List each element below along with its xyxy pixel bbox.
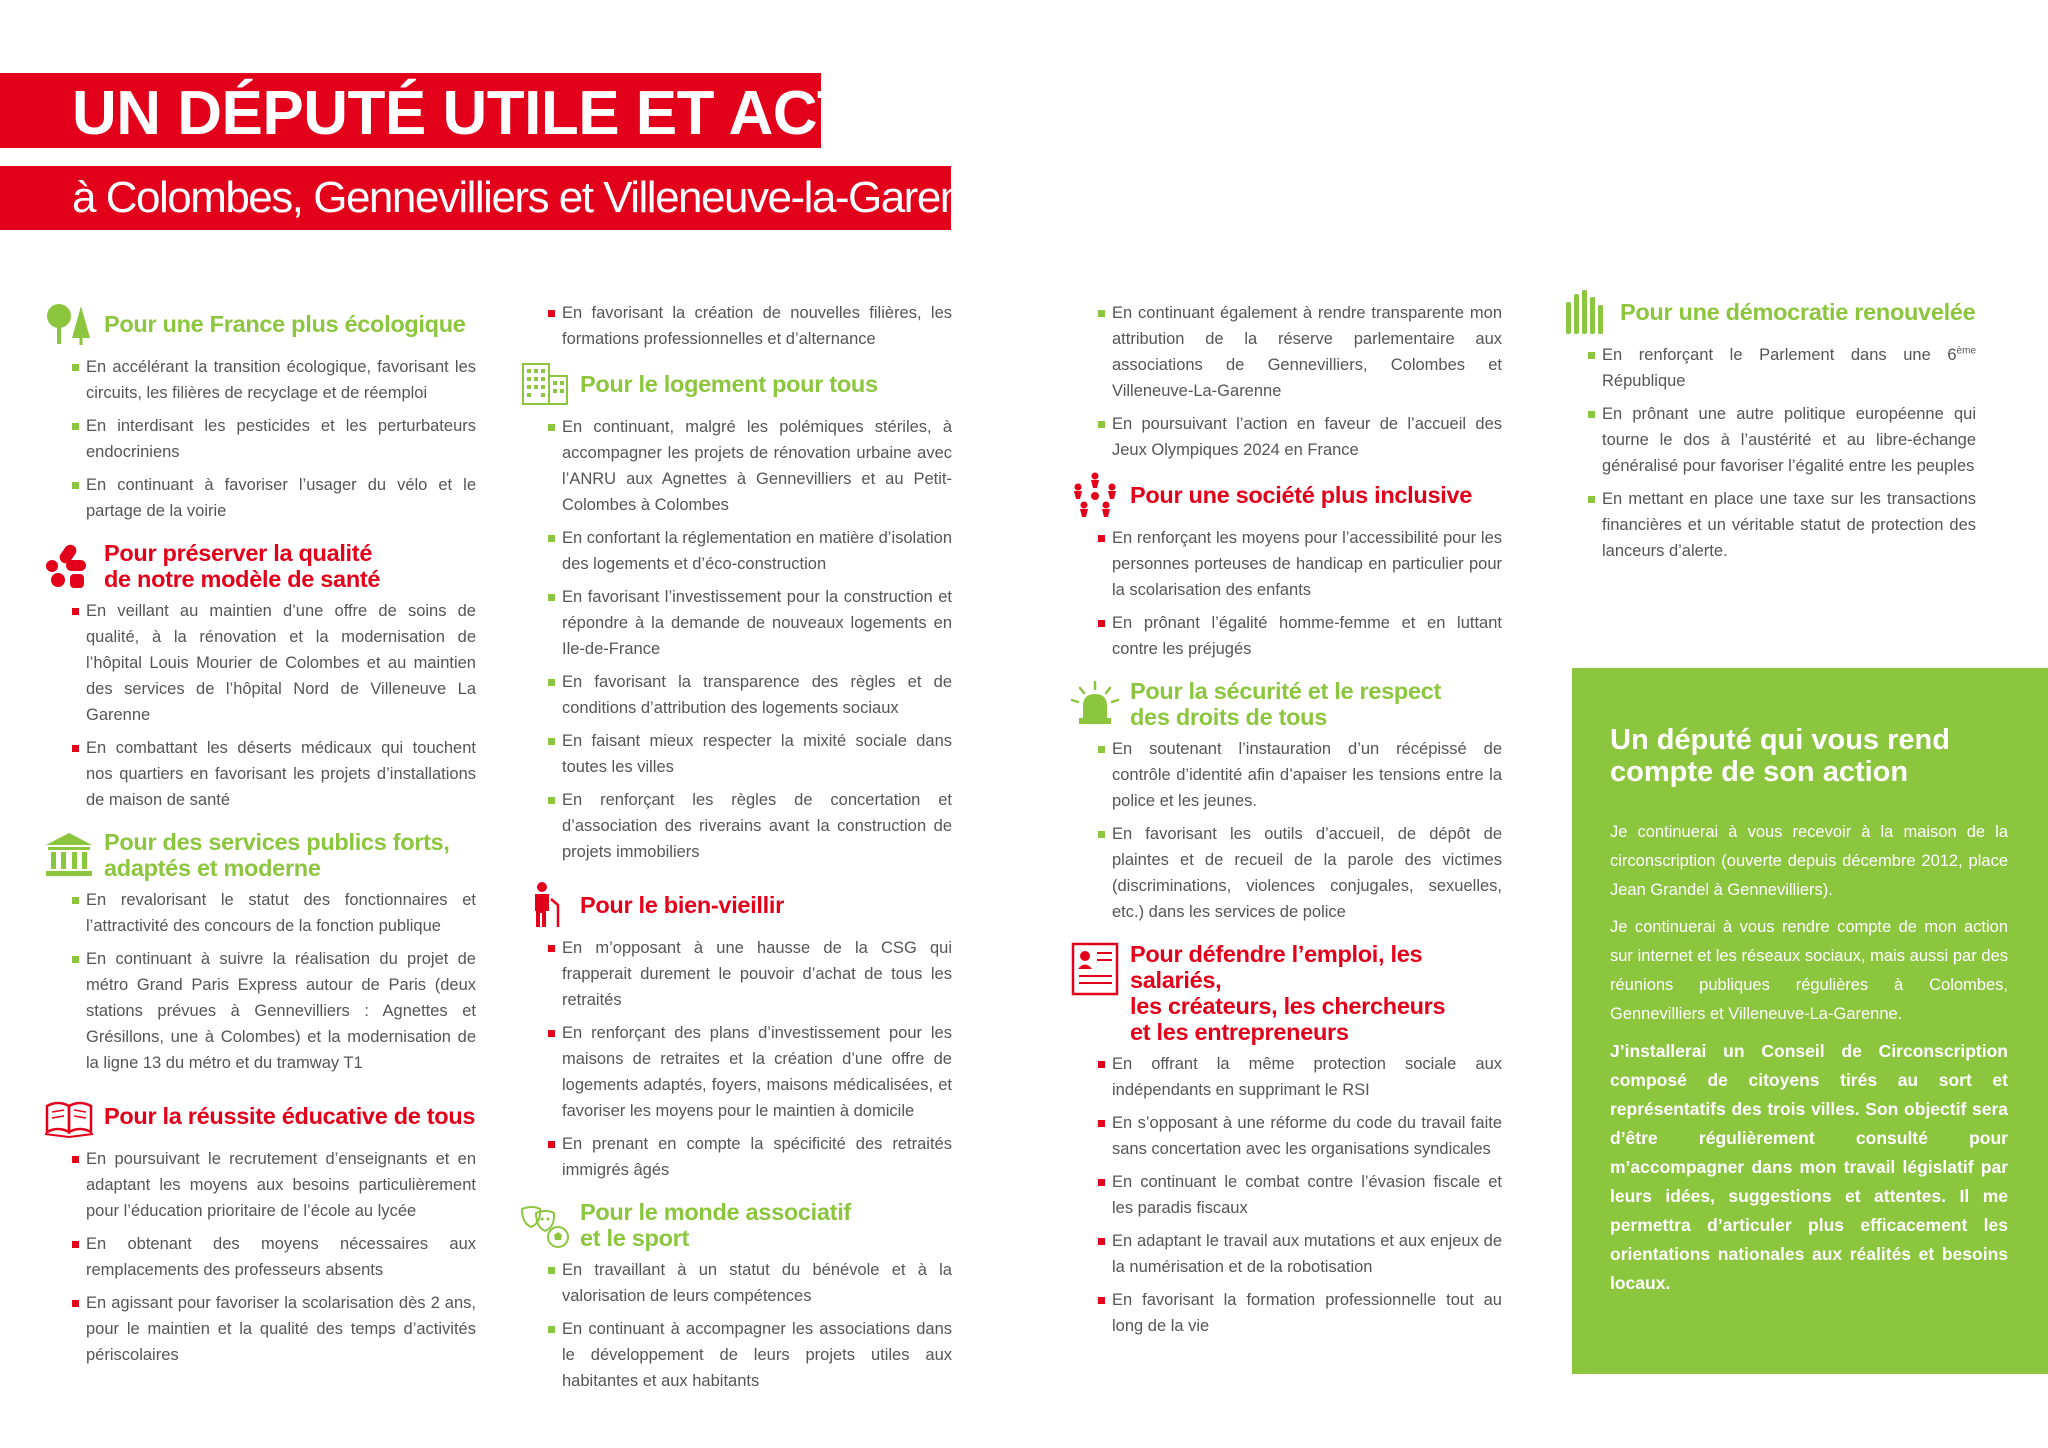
section-title: Pour la réussite éducative de tous	[104, 1103, 476, 1129]
list-item: En continuant le combat contre l’évasion fiscale et les paradis fiscaux	[1070, 1169, 1502, 1221]
bullet-list	[1070, 736, 1502, 925]
box-text	[1610, 818, 2008, 1306]
bullet-list	[520, 300, 952, 352]
section-education	[44, 1092, 476, 1368]
list-item: En favorisant l’investissement pour la construction et répondre à la demande de nouveaux logements en Ile-de-France	[520, 584, 952, 662]
section-title: Pour préserver la qualité de notre modèle de santé	[104, 540, 381, 592]
public-building-icon	[44, 831, 94, 879]
resume-icon	[1070, 941, 1120, 997]
column-3	[1070, 300, 1502, 1346]
section-inclusive	[1070, 471, 1502, 662]
list-item: En agissant pour favoriser la scolarisation dès 2 ans, pour le maintien et la qualité des temps d’activités périscolaires	[44, 1290, 476, 1368]
section-services-publics	[44, 829, 476, 1076]
bullet-list	[44, 354, 476, 524]
list-item: En poursuivant le recrutement d’enseignants et en adaptant les moyens aux besoins particulièrement pour l’éducation prioritaire de l’école au lycée	[44, 1146, 476, 1224]
section-associatif-continued	[1070, 300, 1502, 463]
list-item: En soutenant l’instauration d’un récépissé de contrôle d’identité afin d’apaiser les tensions entre la police et les jeunes.	[1070, 736, 1502, 814]
bullet-list	[44, 1146, 476, 1368]
bullet-list	[44, 598, 476, 813]
section-emploi	[1070, 941, 1502, 1339]
column-1	[44, 300, 476, 1375]
section-title: Pour le monde associatif et le sport	[580, 1199, 851, 1251]
section-ecologie	[44, 300, 476, 524]
section-logement	[520, 360, 952, 865]
list-item: En renforçant les règles de concertation et d’association des riverains avant la construction de projets immobiliers	[520, 787, 952, 865]
list-item: En continuant à favoriser l’usager du vélo et le partage de la voirie	[44, 472, 476, 524]
title-banner	[0, 73, 909, 148]
trees-icon	[44, 300, 94, 348]
list-item	[1560, 342, 1976, 394]
list-item: En prenant en compte la spécificité des retraités immigrés âgés	[520, 1131, 952, 1183]
section-title: Pour la sécurité et le respect des droits de tous	[1130, 678, 1442, 730]
list-item: En prônant une autre politique européenne qui tourne le dos à l’austérité et au libre-échange généralisé pour favoriser l’égalité entre les peuples	[1560, 401, 1976, 479]
list-item: En continuant à suivre la réalisation du projet de métro Grand Paris Express autour de Paris (deux stations prévues à Gennevilliers : Agnettes et Grésillons, une à Colombes) et la modernisation de la ligne 13 du métro et du tramway T1	[44, 946, 476, 1076]
list-item: En combattant les déserts médicaux qui touchent nos quartiers en favorisant les projets d’installations de maison de santé	[44, 735, 476, 813]
list-item: En s’opposant à une réforme du code du travail faite sans concertation avec les organisations syndicales	[1070, 1110, 1502, 1162]
section-democratie	[1560, 288, 1976, 564]
accountability-box	[1572, 668, 2048, 1374]
box-paragraph: Je continuerai à vous recevoir à la maison de la circonscription (ouverte depuis décembre 2012, place Jean Grandel à Gennevilliers).	[1610, 823, 2008, 899]
box-paragraph-bold: J’installerai un Conseil de Circonscription composé de citoyens tirés au sort et représentatifs des trois villes. Son objectif sera d’être régulièrement consulté pour m’accompagner dans mon travail législatif par leurs idées, suggestions et attentes. Il me permettra d’articuler plus efficacement les orientations nationales aux réalités et besoins locaux.	[1610, 1041, 2008, 1293]
subtitle-banner	[0, 166, 1009, 230]
section-sante	[44, 540, 476, 813]
list-item: En favorisant la création de nouvelles filières, les formations professionnelles et d’alternance	[520, 300, 952, 352]
bullet-list	[44, 887, 476, 1076]
box-title: Un député qui vous rend compte de son action	[1610, 724, 1950, 788]
section-title: Pour une démocratie renouvelée	[1620, 299, 1976, 325]
section-education-continued	[520, 300, 952, 352]
list-item: En renforçant les moyens pour l’accessibilité pour les personnes porteuses de handicap en particulier pour la scolarisation des enfants	[1070, 525, 1502, 603]
theater-masks-ball-icon	[520, 1201, 570, 1249]
list-item: En favorisant la transparence des règles et de conditions d’attribution des logements sociaux	[520, 669, 952, 721]
bullet-list	[520, 1257, 952, 1394]
people-circle-icon	[1070, 471, 1120, 519]
list-item: En mettant en place une taxe sur les transactions financières et un véritable statut de protection des lanceurs d’alerte.	[1560, 486, 1976, 564]
bullet-list	[520, 935, 952, 1183]
list-item: En confortant la réglementation en matière d’isolation des logements et d’éco-construction	[520, 525, 952, 577]
bullet-list	[1560, 342, 1976, 564]
list-item: En interdisant les pesticides et les perturbateurs endocriniens	[44, 413, 476, 465]
list-item: En faisant mieux respecter la mixité sociale dans toutes les villes	[520, 728, 952, 780]
section-title: Pour le bien-vieillir	[580, 892, 784, 918]
list-item: En offrant la même protection sociale aux indépendants en supprimant le RSI	[1070, 1051, 1502, 1103]
list-item: En accélérant la transition écologique, favorisant les circuits, les filières de recyclage et de réemploi	[44, 354, 476, 406]
bullet-list	[1070, 1051, 1502, 1339]
list-item: En revalorisant le statut des fonctionnaires et l’attractivité des concours de la fonction publique	[44, 887, 476, 939]
list-item: En continuant, malgré les polémiques stériles, à accompagner les projets de rénovation urbaine avec l’ANRU aux Agnettes à Gennevilliers et au Petit-Colombes à Colombes	[520, 414, 952, 518]
item-text: En renforçant le Parlement dans une 6	[1602, 346, 1957, 364]
bullet-list	[520, 414, 952, 865]
list-item: En favorisant les outils d’accueil, de dépôt de plaintes et de recueil de la parole des victimes (discriminations, violences conjugales, sexuelles, etc.) dans les services de police	[1070, 821, 1502, 925]
bullet-list	[1070, 525, 1502, 662]
superscript: ème	[1956, 345, 1976, 357]
list-item: En travaillant à un statut du bénévole et à la valorisation de leurs compétences	[520, 1257, 952, 1309]
column-2	[520, 300, 952, 1401]
page-title: UN DÉPUTÉ UTILE ET ACTIF	[72, 79, 909, 148]
list-item: En obtenant des moyens nécessaires aux remplacements des professeurs absents	[44, 1231, 476, 1283]
list-item: En veillant au maintien d’une offre de soins de qualité, à la rénovation et la modernisation de l’hôpital Louis Mourier de Colombes et au maintien des services de l’hôpital Nord de Villeneuve La Garenne	[44, 598, 476, 728]
section-title: Pour défendre l’emploi, les salariés, les créateurs, les chercheurs et les entrepreneurs	[1130, 941, 1446, 1045]
page-subtitle: à Colombes, Gennevilliers et Villeneuve-la-Garenne	[72, 173, 1009, 222]
list-item: En adaptant le travail aux mutations et aux enjeux de la numérisation et de la robotisation	[1070, 1228, 1502, 1280]
elderly-person-icon	[520, 881, 570, 929]
section-title: Pour le logement pour tous	[580, 371, 878, 397]
section-associatif	[520, 1199, 952, 1394]
section-title: Pour une société plus inclusive	[1130, 482, 1472, 508]
section-title: Pour des services publics forts, adaptés et moderne	[104, 829, 450, 881]
list-item: En continuant à accompagner les associations dans le développement de leurs projets utiles aux habitantes et aux habitants	[520, 1316, 952, 1394]
item-text: République	[1602, 372, 1686, 390]
siren-icon	[1070, 680, 1120, 728]
box-paragraph: Je continuerai à vous rendre compte de mon action sur internet et les réseaux sociaux, mais aussi par des réunions publiques régulières à Colombes, Gennevilliers et Villeneuve-La-Garenne.	[1610, 918, 2008, 1023]
column-4	[1560, 300, 1976, 571]
list-item: En renforçant des plans d’investissement pour les maisons de retraites et la création d’une offre de logements adaptés, foyers, maisons médicalisées, et favoriser les moyens pour le maintien à domicile	[520, 1020, 952, 1124]
apartment-building-icon	[520, 360, 570, 408]
list-item: En poursuivant l’action en faveur de l’accueil des Jeux Olympiques 2024 en France	[1070, 411, 1502, 463]
pills-icon	[44, 542, 94, 590]
open-book-icon	[44, 1092, 94, 1140]
section-bien-vieillir	[520, 881, 952, 1183]
section-title: Pour une France plus écologique	[104, 311, 466, 337]
section-securite	[1070, 678, 1502, 925]
bullet-list	[1070, 300, 1502, 463]
raised-hands-icon	[1560, 288, 1610, 336]
list-item: En favorisant la formation professionnelle tout au long de la vie	[1070, 1287, 1502, 1339]
list-item: En prônant l’égalité homme-femme et en luttant contre les préjugés	[1070, 610, 1502, 662]
list-item: En continuant également à rendre transparente mon attribution de la réserve parlementaire aux associations de Gennevilliers, Colombes et Villeneuve-La-Garenne	[1070, 300, 1502, 404]
list-item: En m’opposant à une hausse de la CSG qui frapperait durement le pouvoir d’achat de tous les retraités	[520, 935, 952, 1013]
